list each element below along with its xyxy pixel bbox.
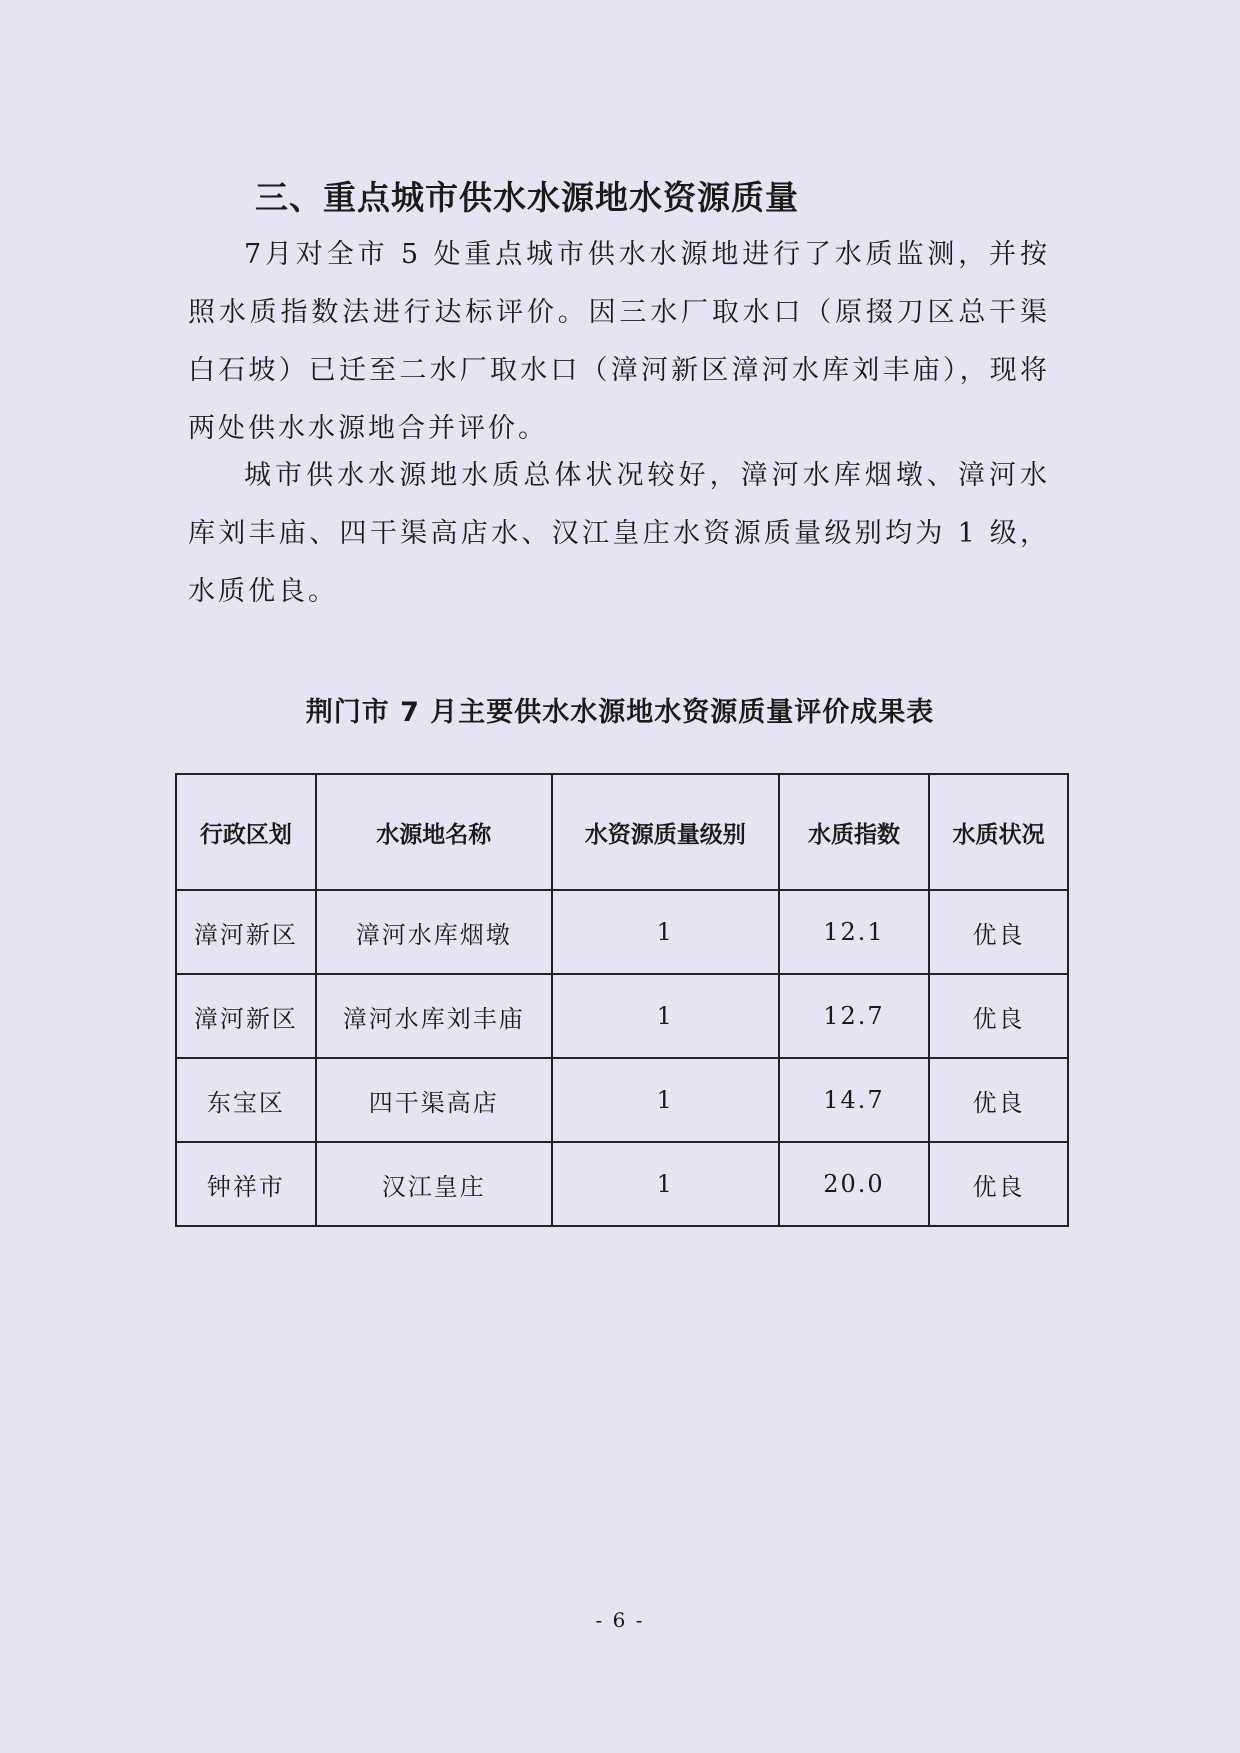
header-quality-status: 水质状况 <box>929 774 1068 890</box>
cell-district: 漳河新区 <box>176 890 316 974</box>
cell-source-name: 四干渠高店 <box>316 1058 552 1142</box>
header-district: 行政区划 <box>176 774 316 890</box>
cell-quality-grade: 1 <box>552 890 779 974</box>
cell-quality-index: 14.7 <box>779 1058 929 1142</box>
paragraph-quality-summary: 城市供水水源地水质总体状况较好，漳河水库烟墩、漳河水库刘丰庙、四干渠高店水、汉江皇庄水资源质量级别均为 1 级，水质优良。 <box>188 460 1050 607</box>
paragraph-monitoring: 7月对全市 5 处重点城市供水水源地进行了水质监测，并按照水质指数法进行达标评价。因三水厂取水口（原掇刀区总干渠白石坡）已迁至二水厂取水口（漳河新区漳河水库刘丰庙），现将两处供水水源地合并评价。 <box>188 239 1050 444</box>
header-source-name: 水源地名称 <box>316 774 552 890</box>
cell-quality-index: 12.7 <box>779 974 929 1058</box>
cell-quality-status: 优良 <box>929 1142 1068 1226</box>
table-row <box>176 974 1068 1058</box>
table-row <box>176 1058 1068 1142</box>
cell-district: 钟祥市 <box>176 1142 316 1226</box>
cell-quality-grade: 1 <box>552 1142 779 1226</box>
cell-district: 东宝区 <box>176 1058 316 1142</box>
section-heading: 三、重点城市供水水源地水资源质量 <box>255 178 799 217</box>
cell-source-name: 汉江皇庄 <box>316 1142 552 1226</box>
cell-quality-grade: 1 <box>552 974 779 1058</box>
table-row <box>176 890 1068 974</box>
cell-quality-status: 优良 <box>929 974 1068 1058</box>
cell-quality-index: 12.1 <box>779 890 929 974</box>
table-row <box>176 1142 1068 1226</box>
table-title: 荆门市 7 月主要供水水源地水资源质量评价成果表 <box>305 697 935 728</box>
cell-source-name: 漳河水库刘丰庙 <box>316 974 552 1058</box>
page-number: - 6 - <box>595 1608 645 1632</box>
cell-quality-status: 优良 <box>929 1058 1068 1142</box>
cell-district: 漳河新区 <box>176 974 316 1058</box>
cell-quality-grade: 1 <box>552 1058 779 1142</box>
cell-quality-index: 20.0 <box>779 1142 929 1226</box>
header-quality-grade: 水资源质量级别 <box>552 774 779 890</box>
water-quality-table <box>175 773 1069 1227</box>
table-header-row <box>176 774 1068 890</box>
header-quality-index: 水质指数 <box>779 774 929 890</box>
cell-source-name: 漳河水库烟墩 <box>316 890 552 974</box>
cell-quality-status: 优良 <box>929 890 1068 974</box>
